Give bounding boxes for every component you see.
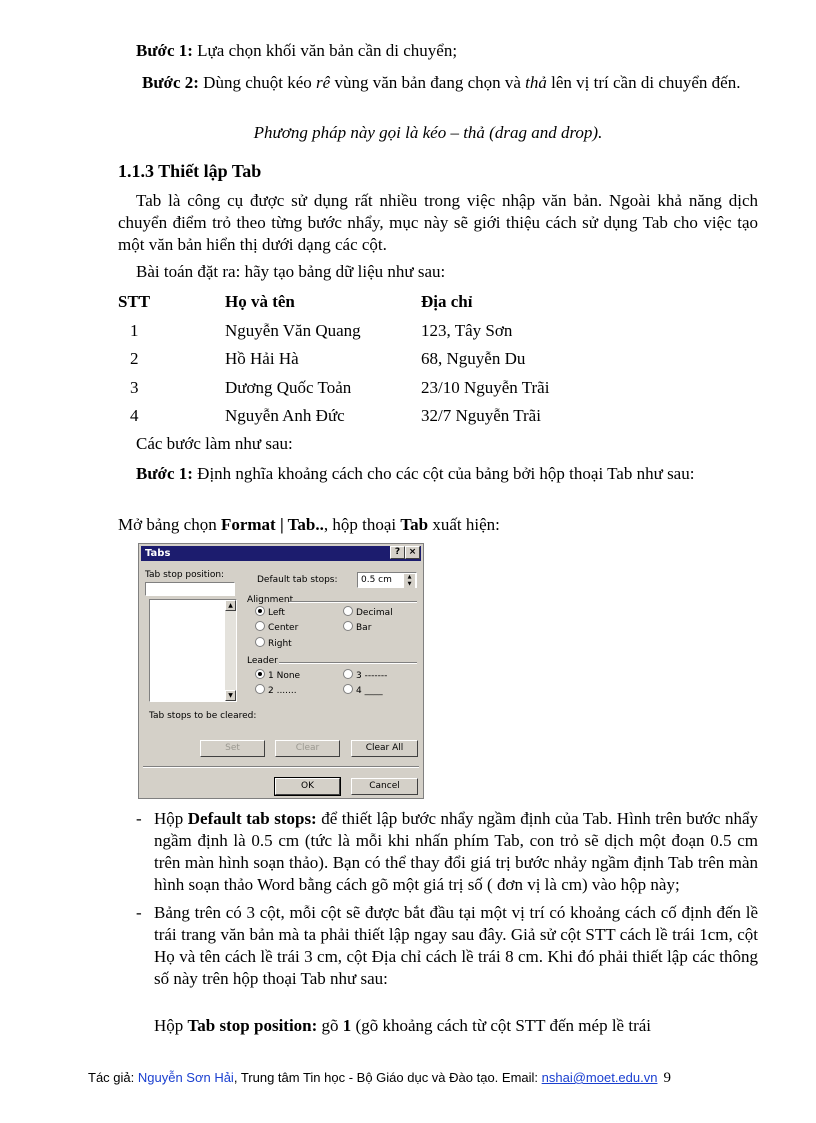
radio-icon [343,684,353,694]
tab-stop-position-label: Tab stop position: [145,570,225,580]
tab-stops-cleared-label: Tab stops to be cleared: [149,711,257,721]
list-scrollbar[interactable] [225,600,236,701]
tab-stop-list[interactable] [149,599,237,702]
table-row: 3 Dương Quốc Toản 23/10 Nguyễn Trãi [130,377,550,397]
radio-selected-icon [255,669,265,679]
open-menu-instruction: Mở bảng chọn Format | Tab.., hộp thoại Tab xuất hiện: [118,515,500,534]
address-table [118,288,621,431]
dialog-divider [143,766,419,767]
radio-icon [255,684,265,694]
close-button[interactable]: × [405,546,420,559]
radio-left[interactable]: Left [255,606,285,619]
leader-label: Leader [247,656,278,666]
step-1-tab: Bước 1: Định nghĩa khoảng cách cho các cột của bảng bởi hộp thoại Tab như sau: [136,464,695,483]
steps-intro: Các bước làm như sau: [136,434,293,453]
scroll-down-icon[interactable]: ▼ [225,690,236,701]
default-tab-stops-input[interactable]: 0.5 cm ▲ ▼ [357,572,417,588]
radio-decimal[interactable]: Decimal [343,606,393,619]
page-number: 9 [663,1070,671,1086]
help-button[interactable]: ? [390,546,405,559]
table-header: Họ và tên [225,292,295,312]
table-row: 4 Nguyễn Anh Đức 32/7 Nguyễn Trãi [130,406,541,426]
radio-leader-3[interactable]: 3 ------- [343,669,387,682]
radio-right[interactable]: Right [255,637,292,650]
table-header: STT [118,292,151,312]
list-item: - Hộp Default tab stops: để thiết lập bước nhẩy ngầm định của Tab. Hình trên bước nhẩy ngầm định là 0.5 cm (tức là mỗi khi nhấn phím Tab, con trỏ sẽ dịch một đoạn 0.5 cm trên màn hình soạn thảo). Bạn có thể thay đổi giá trị bước nhảy ngầm định Tab trên màn hình soạn thảo Word bằng cách gõ một giá trị số ( đơn vị là cm) vào hộp này; [134,808,758,896]
table-header: Địa chỉ [421,292,473,312]
radio-leader-1[interactable]: 1 None [255,669,300,682]
radio-selected-icon [255,606,265,616]
problem-statement: Bài toán đặt ra: hãy tạo bảng dữ liệu như sau: [136,262,446,281]
tabs-dialog [138,543,424,799]
explanation-list [134,808,758,996]
intro-paragraph: Tab là công cụ được sử dụng rất nhiều trong việc nhập văn bản. Ngoài khả năng dịch chuyển điểm trỏ theo từng bước nhẩy, mục này sẽ giới thiệu cách sử dụng Tab cho việc tạo một văn bản hiển thị dưới dạng các cột. [118,191,758,254]
tab-stop-position-input[interactable] [145,582,235,596]
radio-center[interactable]: Center [255,621,298,634]
ok-button[interactable]: OK [275,778,340,795]
email-link[interactable]: nshai@moet.edu.vn [541,1070,658,1085]
tab-stop-instruction: Hộp Tab stop position: gõ 1 (gõ khoảng cách từ cột STT đến mép lề trái [154,1016,651,1035]
set-button[interactable]: Set [200,740,265,757]
default-tab-stops-label: Default tab stops: [257,575,338,585]
cancel-button[interactable]: Cancel [351,778,418,795]
dialog-title: Tabs [145,548,171,559]
method-note: Phương pháp này gọi là kéo – thả (drag and drop). [253,123,603,142]
table-row: 2 Hồ Hải Hà 68, Nguyễn Du [130,349,526,369]
alignment-label: Alignment [247,595,294,605]
table-row: 1 Nguyễn Văn Quang 123, Tây Sơn [130,320,513,340]
alignment-divider [289,601,417,602]
clear-all-button[interactable]: Clear All [351,740,418,757]
radio-icon [343,606,353,616]
radio-bar[interactable]: Bar [343,621,371,634]
step-1-move: Bước 1: Lựa chọn khối văn bản cần di chuyển; [136,41,458,60]
page-footer: Tác giả: Nguyễn Sơn Hải, Trung tâm Tin học - Bộ Giáo dục và Đào tạo. Email: nshai@moet.edu.vn 9 [88,1070,671,1086]
clear-button[interactable]: Clear [275,740,340,757]
section-heading: 1.1.3 Thiết lập Tab [118,161,262,181]
radio-icon [343,621,353,631]
radio-leader-4[interactable]: 4 ____ [343,684,383,697]
step-2-move: Bước 2: Dùng chuột kéo rê vùng văn bản đang chọn và thả lên vị trí cần di chuyển đến. [142,73,741,92]
dialog-title-bar [141,546,421,561]
scroll-up-icon[interactable]: ▲ [225,600,236,611]
radio-icon [255,637,265,647]
spinner-icon[interactable]: ▲ ▼ [404,574,415,588]
radio-icon [343,669,353,679]
radio-leader-2[interactable]: 2 ....... [255,684,297,697]
table-header-row [118,288,621,317]
leader-divider [279,662,417,663]
list-item: - Bảng trên có 3 cột, mỗi cột sẽ được bắt đầu tại một vị trí có khoảng cách cố định đến lề trái trang văn bản mà ta phải thiết lập ngay sau đây. Giả sử cột STT cách lề trái 1cm, cột Họ và tên cách lề trái 3 cm, cột Địa chỉ cách lề trái 8 cm. Khi đó phải thiết lập các thông số này trên hộp thoại Tab như sau: [134,902,758,990]
radio-icon [255,621,265,631]
author-name: Nguyễn Sơn Hải [137,1070,234,1085]
